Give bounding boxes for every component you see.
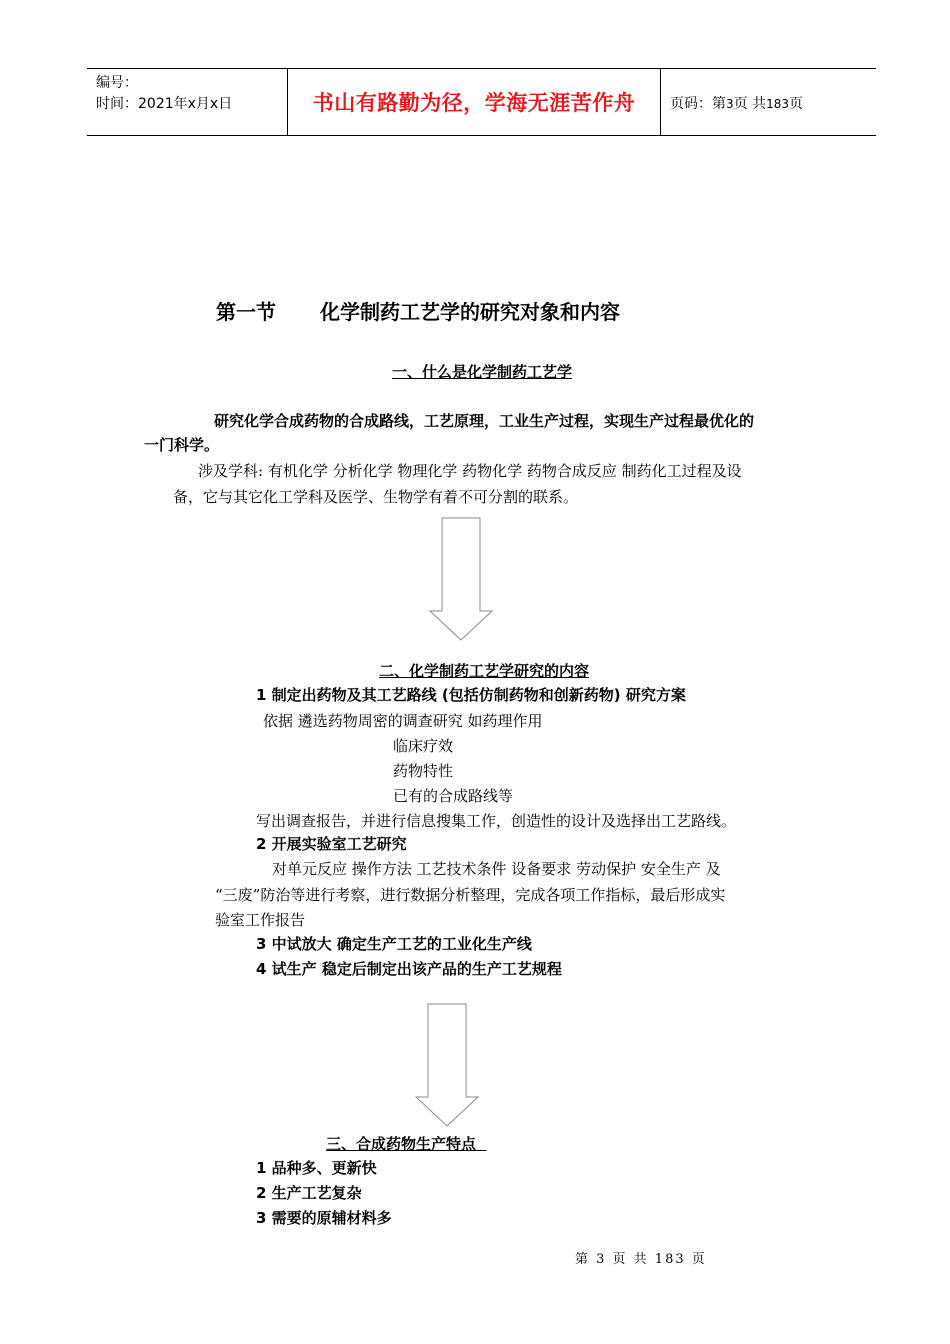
section-title-text: 化学制药工艺学的研究对象和内容 — [320, 300, 620, 324]
header-page-info — [670, 93, 803, 113]
part2-item3: 3 中试放大 确定生产工艺的工业化生产线 — [256, 935, 532, 953]
part1-disciplines-line2: 备，它与其它化工学科及医学、生物学有着不可分割的联系。 — [173, 488, 579, 506]
part2-item2: 2 开展实验室工艺研究 — [256, 835, 407, 853]
header-meta — [96, 73, 232, 115]
page-header — [87, 68, 876, 136]
part2-basis: 依据 遴选药物周密的调查研究 如药理作用 — [263, 712, 543, 730]
part1-heading: 一、什么是化学制药工艺学 — [392, 363, 573, 381]
part2-item4: 4 试生产 稳定后制定出该产品的生产工艺规程 — [256, 960, 562, 978]
header-divider — [660, 69, 661, 135]
part2-lab-line1: 对单元反应 操作方法 工艺技术条件 设备要求 劳动保护 安全生产 及 — [272, 860, 721, 878]
down-arrow-icon — [428, 517, 494, 643]
part1-definition-line2: 一门科学。 — [144, 436, 220, 454]
part3-item2: 2 生产工艺复杂 — [256, 1184, 362, 1202]
part2-basis-routes: 已有的合成路线等 — [393, 787, 514, 805]
part2-report: 写出调查报告，并进行信息搜集工作，创造性的设计及选择出工艺路线。 — [256, 812, 737, 830]
part2-basis-clinical: 临床疗效 — [393, 737, 454, 755]
header-motto: 书山有路勤为径，学海无涯苦作舟 — [312, 91, 636, 115]
section-title — [216, 296, 620, 325]
part3-heading — [326, 1133, 486, 1154]
part2-lab-line2: “三废”防治等进行考察，进行数据分析整理，完成各项工作指标，最后形成实 — [215, 886, 726, 904]
header-time-label: 时间：2021年x月x日 — [96, 96, 233, 112]
part1-disciplines-line1: 涉及学科: 有机化学 分析化学 物理化学 药物化学 药物合成反应 制药化工过程及设 — [198, 462, 742, 480]
part2-heading: 二、化学制药工艺学研究的内容 — [379, 662, 590, 680]
page-total: 183 — [766, 97, 789, 111]
header-id-label: 编号： — [96, 75, 138, 91]
section-number: 第一节 — [216, 300, 276, 324]
down-arrow-icon — [414, 1003, 480, 1129]
page-mid: 页 共 — [733, 96, 767, 112]
part3-heading-text: 三、合成药物生产特点 — [326, 1135, 477, 1153]
part2-lab-line3: 验室工作报告 — [215, 911, 306, 929]
part3-item1: 1 品种多、更新快 — [256, 1159, 377, 1177]
part2-basis-properties: 药物特性 — [393, 762, 454, 780]
part2-item1: 1 制定出药物及其工艺路线 (包括仿制药物和创新药物) 研究方案 — [256, 686, 686, 704]
page-number: 3 — [726, 97, 734, 111]
part3-item3: 3 需要的原辅材料多 — [256, 1209, 392, 1227]
page-prefix: 页码：第 — [670, 96, 726, 112]
page-suffix: 页 — [789, 96, 803, 112]
page-footer: 第 3 页 共 183 页 — [575, 1252, 707, 1267]
part1-definition-line1: 研究化学合成药物的合成路线，工艺原理，工业生产过程，实现生产过程最优化的 — [214, 412, 755, 430]
